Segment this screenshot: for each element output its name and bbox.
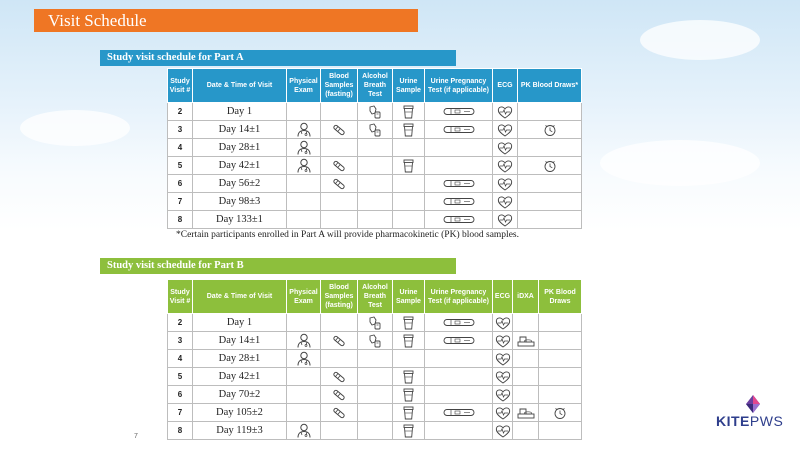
- schedule-cell: [493, 193, 518, 211]
- schedule-cell: [287, 211, 321, 229]
- schedule-cell: [425, 103, 493, 121]
- col-header-date: Date & Time of Visit: [193, 69, 287, 103]
- visit-date: Day 105±2: [193, 404, 287, 422]
- col-header-physical-exam: Physical Exam: [287, 69, 321, 103]
- col-header-physical-exam: Physical Exam: [287, 280, 321, 314]
- dxa-scanner-icon: [513, 406, 538, 420]
- schedule-cell: [393, 386, 425, 404]
- table-row: [168, 368, 582, 386]
- table-row: [168, 404, 582, 422]
- schedule-cell: [358, 404, 393, 422]
- page-title: Visit Schedule: [34, 9, 418, 32]
- schedule-cell: [425, 368, 493, 386]
- blood-sample-icon: [321, 406, 357, 420]
- pregnancy-test-icon: [425, 179, 492, 188]
- pregnancy-test-icon: [425, 408, 492, 417]
- physical-exam-icon: [287, 333, 320, 348]
- schedule-cell: [493, 386, 513, 404]
- blood-sample-icon: [321, 177, 357, 191]
- schedule-cell: [518, 139, 582, 157]
- schedule-cell: [287, 314, 321, 332]
- urine-cup-icon: [393, 406, 424, 420]
- urine-cup-icon: [393, 334, 424, 348]
- schedule-cell: [493, 157, 518, 175]
- schedule-cell: [425, 193, 493, 211]
- logo-kite: KITE: [716, 413, 750, 429]
- schedule-cell: [287, 386, 321, 404]
- ecg-heart-icon: [493, 406, 512, 420]
- col-header-pregnancy-test: Urine Pregnancy Test (if applicable): [425, 69, 493, 103]
- schedule-cell: [425, 350, 493, 368]
- physical-exam-icon: [287, 158, 320, 173]
- schedule-cell: [321, 103, 358, 121]
- schedule-cell: [425, 404, 493, 422]
- visit-date: Day 28±1: [193, 139, 287, 157]
- schedule-cell: [321, 332, 358, 350]
- schedule-cell: [539, 332, 582, 350]
- schedule-cell: [493, 404, 513, 422]
- schedule-cell: [393, 350, 425, 368]
- schedule-cell: [321, 368, 358, 386]
- schedule-cell: [287, 193, 321, 211]
- ecg-heart-icon: [493, 370, 512, 384]
- schedule-cell: [287, 350, 321, 368]
- schedule-cell: [539, 386, 582, 404]
- schedule-cell: [539, 404, 582, 422]
- schedule-cell: [425, 175, 493, 193]
- schedule-cell: [425, 211, 493, 229]
- urine-cup-icon: [393, 388, 424, 402]
- visit-date: Day 28±1: [193, 350, 287, 368]
- table-row: [168, 139, 582, 157]
- part-a-heading: Study visit schedule for Part A: [100, 50, 456, 66]
- schedule-cell: [493, 121, 518, 139]
- schedule-cell: [321, 314, 358, 332]
- table-row: [168, 103, 582, 121]
- ecg-heart-icon: [493, 141, 517, 155]
- visit-number: 8: [168, 422, 193, 440]
- ecg-heart-icon: [493, 123, 517, 137]
- cloud: [20, 110, 130, 146]
- schedule-cell: [393, 404, 425, 422]
- dxa-scanner-icon: [513, 334, 538, 348]
- ecg-heart-icon: [493, 177, 517, 191]
- schedule-cell: [358, 211, 393, 229]
- col-header-urine-sample: Urine Sample: [393, 69, 425, 103]
- col-header-date: Date & Time of Visit: [193, 280, 287, 314]
- schedule-cell: [425, 386, 493, 404]
- schedule-cell: [493, 175, 518, 193]
- schedule-cell: [539, 350, 582, 368]
- schedule-cell: [513, 368, 539, 386]
- table-row: [168, 422, 582, 440]
- ecg-heart-icon: [493, 159, 517, 173]
- schedule-cell: [393, 211, 425, 229]
- schedule-cell: [518, 157, 582, 175]
- urine-cup-icon: [393, 316, 424, 330]
- col-header-urine-sample: Urine Sample: [393, 280, 425, 314]
- col-header-alcohol-breath: Alcohol Breath Test: [358, 280, 393, 314]
- schedule-cell: [287, 121, 321, 139]
- col-header-idxa: iDXA: [513, 280, 539, 314]
- urine-cup-icon: [393, 159, 424, 173]
- ecg-heart-icon: [493, 195, 517, 209]
- schedule-cell: [539, 368, 582, 386]
- physical-exam-icon: [287, 423, 320, 438]
- urine-cup-icon: [393, 123, 424, 137]
- schedule-cell: [321, 193, 358, 211]
- visit-date: Day 56±2: [193, 175, 287, 193]
- pregnancy-test-icon: [425, 318, 492, 327]
- visit-date: Day 133±1: [193, 211, 287, 229]
- schedule-cell: [358, 193, 393, 211]
- visit-date: Day 42±1: [193, 157, 287, 175]
- blood-sample-icon: [321, 370, 357, 384]
- blood-sample-icon: [321, 159, 357, 173]
- schedule-cell: [321, 386, 358, 404]
- visit-number: 6: [168, 386, 193, 404]
- visit-date: Day 119±3: [193, 422, 287, 440]
- schedule-cell: [393, 422, 425, 440]
- blood-sample-icon: [321, 334, 357, 348]
- cloud: [640, 20, 760, 60]
- schedule-cell: [287, 422, 321, 440]
- col-header-visit: Study Visit #: [168, 69, 193, 103]
- schedule-cell: [393, 314, 425, 332]
- ecg-heart-icon: [493, 105, 517, 119]
- schedule-cell: [513, 350, 539, 368]
- schedule-cell: [287, 404, 321, 422]
- pk-footnote: *Certain participants enrolled in Part A will provide pharmacokinetic (PK) blood samples.: [176, 230, 519, 240]
- schedule-cell: [513, 314, 539, 332]
- visit-number: 5: [168, 157, 193, 175]
- schedule-cell: [518, 175, 582, 193]
- visit-date: Day 42±1: [193, 368, 287, 386]
- schedule-cell: [287, 103, 321, 121]
- schedule-cell: [321, 350, 358, 368]
- visit-number: 2: [168, 103, 193, 121]
- logo-pws: PWS: [749, 413, 784, 429]
- visit-number: 4: [168, 350, 193, 368]
- schedule-cell: [358, 139, 393, 157]
- schedule-cell: [393, 103, 425, 121]
- schedule-cell: [321, 175, 358, 193]
- clock-icon: [539, 406, 581, 420]
- page-number: 7: [134, 433, 138, 440]
- schedule-cell: [493, 314, 513, 332]
- schedule-cell: [287, 175, 321, 193]
- pregnancy-test-icon: [425, 125, 492, 134]
- schedule-cell: [358, 175, 393, 193]
- visit-date: Day 1: [193, 103, 287, 121]
- visit-number: 5: [168, 368, 193, 386]
- urine-cup-icon: [393, 370, 424, 384]
- ecg-heart-icon: [493, 213, 517, 227]
- col-header-alcohol-breath: Alcohol Breath Test: [358, 69, 393, 103]
- schedule-cell: [393, 332, 425, 350]
- schedule-cell: [393, 121, 425, 139]
- schedule-cell: [321, 422, 358, 440]
- schedule-cell: [513, 386, 539, 404]
- col-header-visit: Study Visit #: [168, 280, 193, 314]
- visit-number: 6: [168, 175, 193, 193]
- table-row: [168, 350, 582, 368]
- visit-date: Day 1: [193, 314, 287, 332]
- schedule-cell: [358, 332, 393, 350]
- schedule-cell: [493, 211, 518, 229]
- visit-date: Day 14±1: [193, 332, 287, 350]
- schedule-cell: [425, 121, 493, 139]
- visit-number: 7: [168, 193, 193, 211]
- schedule-cell: [493, 139, 518, 157]
- col-header-ecg: ECG: [493, 69, 518, 103]
- col-header-blood-samples: Blood Samples (fasting): [321, 280, 358, 314]
- schedule-cell: [321, 404, 358, 422]
- pregnancy-test-icon: [425, 215, 492, 224]
- schedule-cell: [393, 193, 425, 211]
- part-a-header-row: [168, 69, 582, 103]
- visit-number: 2: [168, 314, 193, 332]
- cloud: [600, 140, 760, 186]
- physical-exam-icon: [287, 140, 320, 155]
- visit-date: Day 98±3: [193, 193, 287, 211]
- schedule-cell: [287, 139, 321, 157]
- physical-exam-icon: [287, 351, 320, 366]
- schedule-cell: [518, 193, 582, 211]
- schedule-cell: [393, 157, 425, 175]
- schedule-cell: [518, 103, 582, 121]
- schedule-cell: [321, 121, 358, 139]
- col-header-ecg: ECG: [493, 280, 513, 314]
- schedule-cell: [321, 139, 358, 157]
- visit-number: 4: [168, 139, 193, 157]
- col-header-blood-samples: Blood Samples (fasting): [321, 69, 358, 103]
- kite-logo-icon: [738, 395, 768, 415]
- schedule-cell: [493, 368, 513, 386]
- breath-test-icon: [358, 316, 392, 330]
- schedule-cell: [358, 350, 393, 368]
- visit-number: 3: [168, 121, 193, 139]
- ecg-heart-icon: [493, 352, 512, 366]
- visit-date: Day 70±2: [193, 386, 287, 404]
- schedule-cell: [287, 332, 321, 350]
- ecg-heart-icon: [493, 316, 512, 330]
- clock-icon: [518, 159, 581, 173]
- schedule-cell: [358, 368, 393, 386]
- schedule-cell: [539, 422, 582, 440]
- schedule-cell: [358, 103, 393, 121]
- kitepws-logo: [716, 395, 784, 433]
- schedule-cell: [513, 404, 539, 422]
- schedule-cell: [493, 103, 518, 121]
- ecg-heart-icon: [493, 388, 512, 402]
- schedule-cell: [287, 157, 321, 175]
- schedule-cell: [393, 175, 425, 193]
- part-b-table: [167, 279, 582, 440]
- table-row: [168, 386, 582, 404]
- part-a-table: [167, 68, 582, 229]
- schedule-cell: [539, 314, 582, 332]
- table-row: [168, 175, 582, 193]
- schedule-cell: [425, 314, 493, 332]
- schedule-cell: [321, 211, 358, 229]
- urine-cup-icon: [393, 424, 424, 438]
- visit-number: 3: [168, 332, 193, 350]
- schedule-cell: [358, 121, 393, 139]
- schedule-cell: [425, 139, 493, 157]
- schedule-cell: [321, 157, 358, 175]
- schedule-cell: [358, 157, 393, 175]
- blood-sample-icon: [321, 123, 357, 137]
- schedule-cell: [518, 211, 582, 229]
- schedule-cell: [493, 350, 513, 368]
- ecg-heart-icon: [493, 334, 512, 348]
- table-row: [168, 193, 582, 211]
- schedule-cell: [518, 121, 582, 139]
- col-header-pk-blood: PK Blood Draws: [539, 280, 582, 314]
- schedule-cell: [425, 422, 493, 440]
- part-b-heading: Study visit schedule for Part B: [100, 258, 456, 274]
- schedule-cell: [493, 332, 513, 350]
- col-header-pk-blood: PK Blood Draws*: [518, 69, 582, 103]
- schedule-cell: [425, 157, 493, 175]
- col-header-pregnancy-test: Urine Pregnancy Test (if applicable): [425, 280, 493, 314]
- schedule-cell: [513, 422, 539, 440]
- pregnancy-test-icon: [425, 107, 492, 116]
- schedule-cell: [393, 368, 425, 386]
- breath-test-icon: [358, 334, 392, 348]
- urine-cup-icon: [393, 105, 424, 119]
- schedule-cell: [493, 422, 513, 440]
- pregnancy-test-icon: [425, 197, 492, 206]
- physical-exam-icon: [287, 122, 320, 137]
- table-row: [168, 314, 582, 332]
- visit-date: Day 14±1: [193, 121, 287, 139]
- table-row: [168, 332, 582, 350]
- logo-text: [716, 413, 783, 429]
- part-b-header-row: [168, 280, 582, 314]
- schedule-cell: [358, 422, 393, 440]
- schedule-cell: [425, 332, 493, 350]
- schedule-cell: [287, 368, 321, 386]
- table-row: [168, 121, 582, 139]
- breath-test-icon: [358, 123, 392, 137]
- schedule-cell: [358, 314, 393, 332]
- schedule-cell: [393, 139, 425, 157]
- schedule-cell: [513, 332, 539, 350]
- schedule-cell: [358, 386, 393, 404]
- pregnancy-test-icon: [425, 336, 492, 345]
- visit-number: 8: [168, 211, 193, 229]
- visit-number: 7: [168, 404, 193, 422]
- clock-icon: [518, 123, 581, 137]
- table-row: [168, 211, 582, 229]
- table-row: [168, 157, 582, 175]
- breath-test-icon: [358, 105, 392, 119]
- blood-sample-icon: [321, 388, 357, 402]
- ecg-heart-icon: [493, 424, 512, 438]
